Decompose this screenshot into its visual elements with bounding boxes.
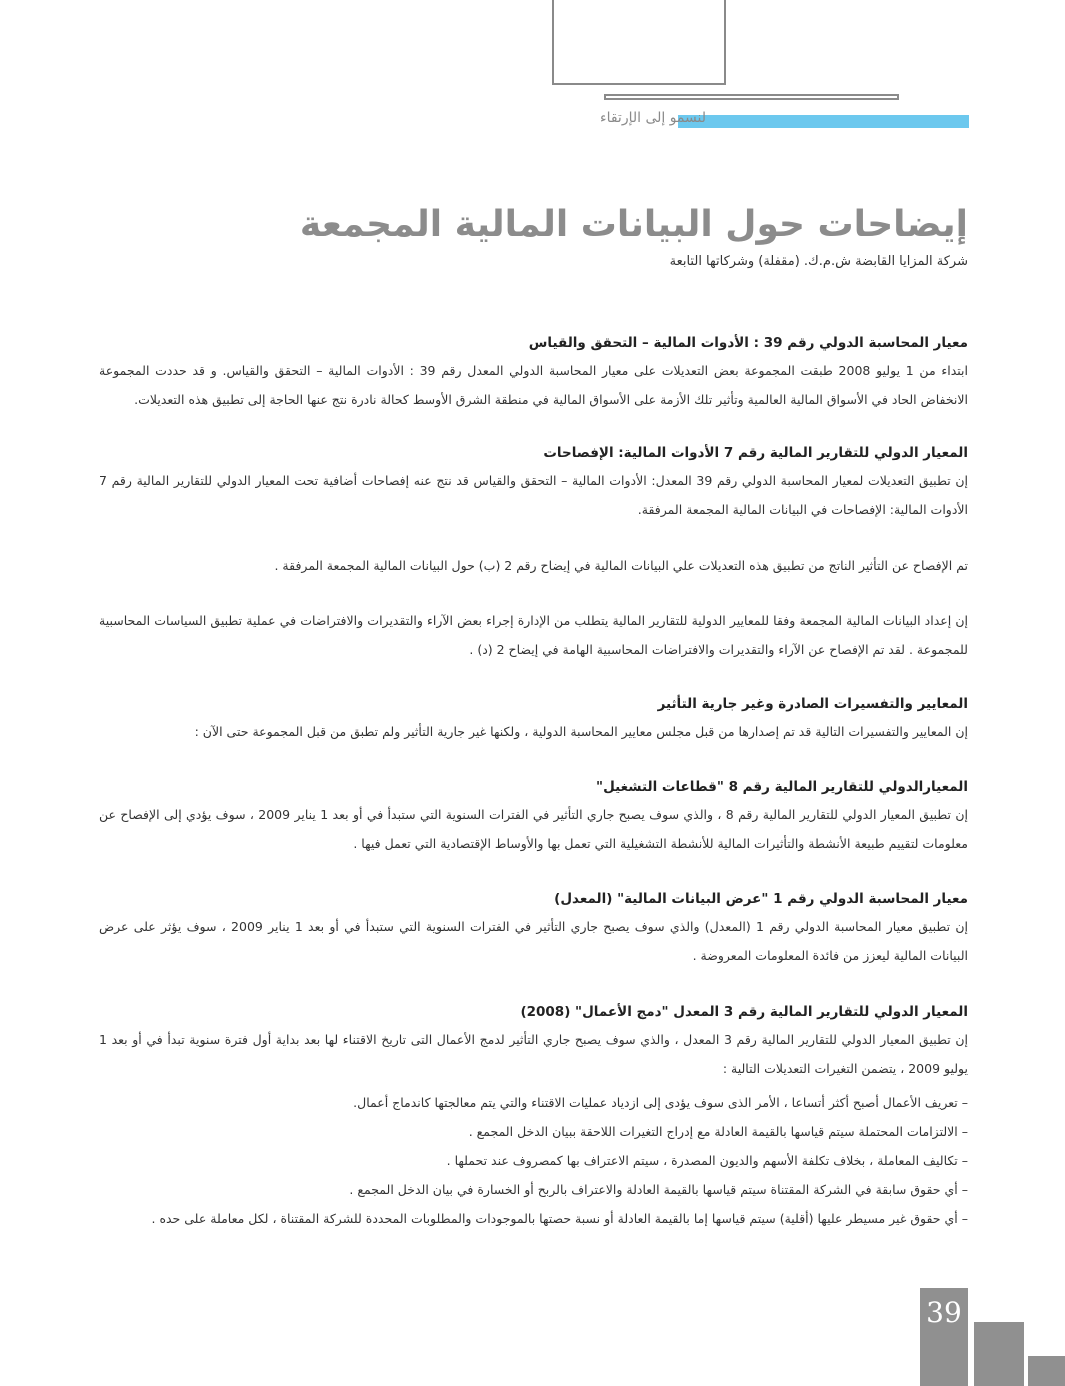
list-item: – تعريف الأعمال أصبح أكثر أتساعا ، الأمر الذى سوف يؤدى إلى ازدياد عمليات الاقتناء والتي يتم معالجتها كاندماج أعمال. (353, 1095, 968, 1110)
section-paragraph: ابتداء من 1 يوليو 2008 طبقت المجموعة بعض التعديلات على معيار المحاسبة الدولي المعدل رقم 39 : الأدوات المالية – التحقق والقياس. و قد حددت المجموعة الانخفاض الحاد في الأسواق المالية العالمية وتأثير تلك الأزمة على الأسواق المالية في منطقة الشرق الأوسط كحالة نادرة نتج عنها الحاجة إلى تطبيق هذه التعديلات. (99, 363, 968, 407)
list-item: – تكاليف المعاملة ، بخلاف تكلفة الأسهم والديون المصدرة ، سيتم الاعتراف بها كمصروف عند تحملها . (446, 1153, 968, 1168)
section-ifrs3 (99, 998, 968, 1083)
header-frame (552, 0, 726, 85)
section-ifrs7 (99, 439, 968, 524)
section-heading: المعايير والتفسيرات الصادرة وغير جارية التأثير (657, 696, 968, 712)
list-item: – الالتزامات المحتملة سيتم قياسها بالقيمة العادلة مع إدراج التغيرات اللاحقة ببيان الدخل المجمع . (468, 1124, 968, 1139)
header-tagline: لنسمو إلى الإرتقاء (600, 110, 707, 126)
section-paragraph: إن تطبيق التعديلات لمعيار المحاسبة الدولي رقم 39 المعدل: الأدوات المالية – التحقق والقياس قد نتج عنه إفصاحات أضافية تحت المعيار الدولي للتقارير المالية رقم 7 الأدوات المالية: الإفصاحات في البيانات المالية المجمعة المرفقة. (99, 473, 968, 517)
section-paragraph: إن تطبيق معيار المحاسبة الدولي رقم 1 (المعدل) والذي سوف يصبح جاري التأثير في الفترات السنوية التي ستبدأ في أو بعد 1 يناير 2009 ، سوف يؤثر على عرض البيانات المالية ليعزز من فائدة المعلومات المعروضة . (99, 919, 968, 963)
section-new-standards (99, 690, 968, 747)
section-paragraph: إن المعايير والتفسيرات التالية قد تم إصدارها من قبل مجلس معايير المحاسبة الدولية ، ولكنها غير جارية التأثير ولم تطبق من قبل المجموعة حتى الآن : (194, 724, 968, 739)
section-heading: المعيارالدولي للتقارير المالية رقم 8 "قطاعات التشغيل" (596, 779, 968, 795)
section-judgements (99, 607, 968, 664)
section-ias1 (99, 885, 968, 970)
section-paragraph: إن تطبيق المعيار الدولي للتقارير المالية رقم 8 ، والذي سوف يصبح جاري التأثير في الفترات السنوية التي ستبدأ في أو بعد 1 يناير 2009 ، سوف يؤدي إلى الإفصاح عن معلومات لتقييم طبيعة الأنشطة والتأثيرات المالية للأنشطة التشغيلية التي تعمل بها والأوساط الإقتصادية التي تعمل فيها . (99, 807, 969, 851)
section-paragraph: إن تطبيق المعيار الدولي للتقارير المالية رقم 3 المعدل ، والذي سوف يصبح جاري التأثير لدمج الأعمال التى تاريخ الاقتناء لها بعد بداية أول فترة سنوية تبدأ في أو بعد 1 يوليو 2009 ، يتضمن التغيرات التعديلات التالية : (99, 1032, 969, 1076)
decorative-block (1028, 1356, 1065, 1386)
section-heading: معيار المحاسبة الدولي رقم 1 "عرض البيانات المالية" (المعدل) (554, 891, 968, 907)
tagline-accent-bar (678, 115, 969, 128)
decorative-block (974, 1322, 1024, 1386)
section-disclosure-note (99, 552, 968, 581)
ifrs3-changes-list (80, 1088, 968, 1233)
list-item: – أي حقوق سابقة في الشركة المقتناة سيتم قياسها بالقيمة العادلة والاعتراف بالربح أو الخسارة في بيان الدخل المجمع . (349, 1182, 968, 1197)
page-subtitle: شركة المزايا القابضة ش.م.ك. (مقفلة) وشركاتها التابعة (669, 254, 968, 269)
list-item: – أي حقوق غير مسيطر عليها (أقلية) سيتم قياسها إما بالقيمة العادلة أو نسبة حصتها بالموجودات والمطلوبات المحددة للشركة المقتناة ، لكل معاملة على حده . (151, 1211, 968, 1226)
section-paragraph: إن إعداد البيانات المالية المجمعة وفقا للمعايير الدولية للتقارير المالية يتطلب من الإدارة إجراء بعض الآراء والتقديرات والافتراضات في عملية تطبيق السياسات المحاسبية للمجموعة . لقد تم الإفصاح عن الآراء والتقديرات والافتراضات المحاسبية الهامة في إيضاح 2 (د) . (99, 613, 968, 657)
page-number: 39 (926, 1296, 962, 1329)
section-paragraph: تم الإفصاح عن التأثير الناتج من تطبيق هذه التعديلات علي البيانات المالية في إيضاح رقم 2 (ب) حول البيانات المالية المجمعة المرفقة . (274, 558, 968, 573)
section-heading: المعيار الدولي للتقارير المالية رقم 3 المعدل "دمج الأعمال" (2008) (520, 1004, 968, 1020)
section-ifrs8 (99, 773, 968, 858)
header-rule (604, 94, 899, 100)
section-heading: المعيار الدولي للتقارير المالية رقم 7 الأدوات المالية: الإفصاحات (543, 445, 968, 461)
page-title: إيضاحات حول البيانات المالية المجمعة (299, 204, 968, 245)
section-ias39 (99, 329, 968, 414)
section-heading: معيار المحاسبة الدولي رقم 39 : الأدوات المالية – التحقق والقياس (528, 335, 968, 351)
